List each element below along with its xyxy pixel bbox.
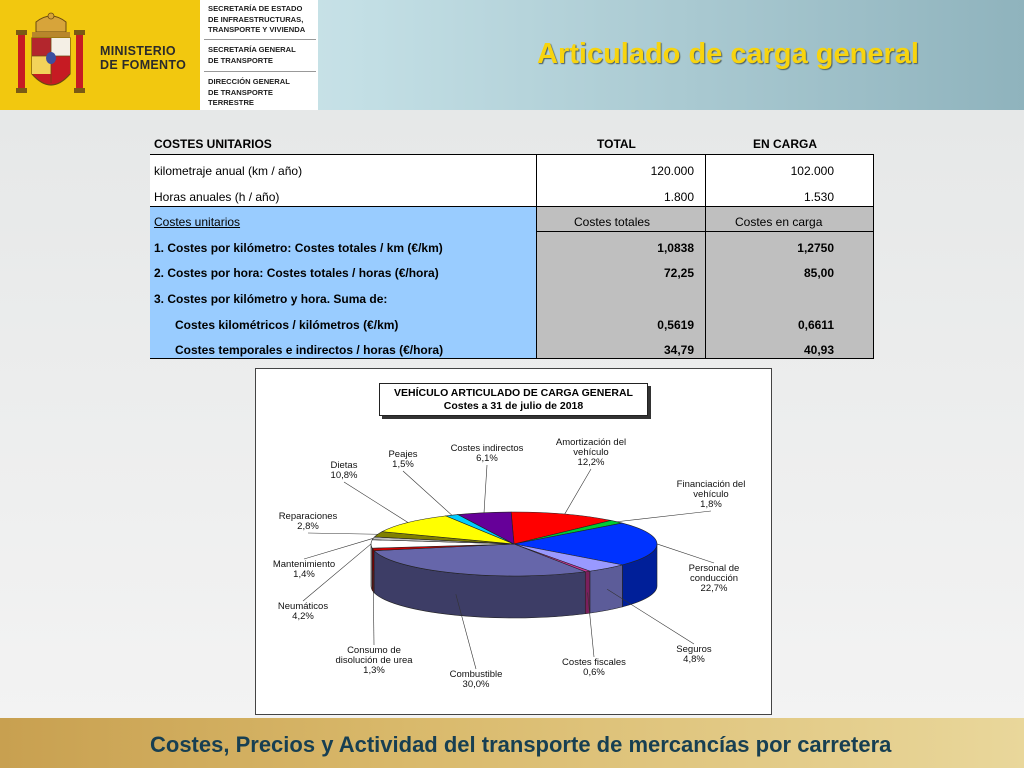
leader-line — [308, 533, 378, 534]
secretariat-state-label: SECRETARÍA DE ESTADO DE INFRAESTRUCTURAS, TRANSPORTE Y VIVIENDA — [208, 4, 306, 34]
pie-slice-side — [590, 565, 623, 613]
chart-title-box — [379, 383, 648, 416]
leader-line — [484, 465, 487, 513]
slice-label: Seguros 4,8% — [676, 644, 712, 665]
leader-line — [344, 482, 408, 523]
slide-header — [0, 0, 1024, 110]
slice-label: Neumáticos 4,2% — [277, 601, 329, 622]
leader-line — [565, 469, 591, 514]
secretariat-box — [200, 0, 318, 110]
leader-line — [617, 511, 711, 522]
slice-label: Costes fiscales 0,6% — [562, 657, 626, 678]
slice-label: Costes indirectos 6,1% — [450, 443, 524, 464]
coat-of-arms-icon — [8, 8, 98, 104]
slice-label: Personal de conducción 22,7% — [688, 563, 740, 594]
table-label-panel — [150, 207, 536, 359]
leader-line — [403, 471, 452, 515]
slice-label: Consumo de disolución de urea 1,3% — [335, 645, 413, 676]
pie-slice-side — [371, 544, 372, 590]
ministry-logo-area — [0, 0, 200, 110]
slide-title: Articulado de carga general — [537, 38, 919, 70]
leader-line — [657, 544, 714, 563]
slice-label: Amortización del vehículo 12,2% — [555, 437, 627, 468]
footer-title: Costes, Precios y Actividad del transporte de mercancías por carretera — [150, 732, 892, 757]
ministry-name: MINISTERIO DE FOMENTO — [100, 44, 187, 72]
leader-line — [607, 589, 694, 644]
pie-chart-frame — [255, 368, 772, 715]
leader-line — [304, 538, 373, 559]
slice-label: Dietas 10,8% — [330, 460, 358, 481]
slice-label: Financiación del vehículo 1,8% — [676, 479, 746, 510]
chart-title: VEHÍCULO ARTICULADO DE CARGA GENERAL — [394, 387, 633, 399]
slice-label: Combustible 30,0% — [449, 669, 503, 690]
col-carga-header: EN CARGA — [753, 137, 818, 151]
slice-label: Peajes 1,5% — [388, 449, 418, 470]
slice-label: Reparaciones 2,8% — [278, 511, 338, 532]
slide-footer — [0, 718, 1024, 768]
chart-subtitle: Costes a 31 de julio de 2018 — [443, 400, 584, 412]
pie-chart — [256, 369, 771, 714]
col-total-header: TOTAL — [597, 137, 636, 151]
table-title: COSTES UNITARIOS — [154, 137, 272, 151]
slice-label: Mantenimiento 1,4% — [272, 559, 336, 580]
secretariat-general-label: SECRETARÍA GENERAL DE TRANSPORTE — [208, 45, 296, 65]
directorate-general-label: DIRECCIÓN GENERAL DE TRANSPORTE TERRESTRE — [208, 77, 290, 107]
